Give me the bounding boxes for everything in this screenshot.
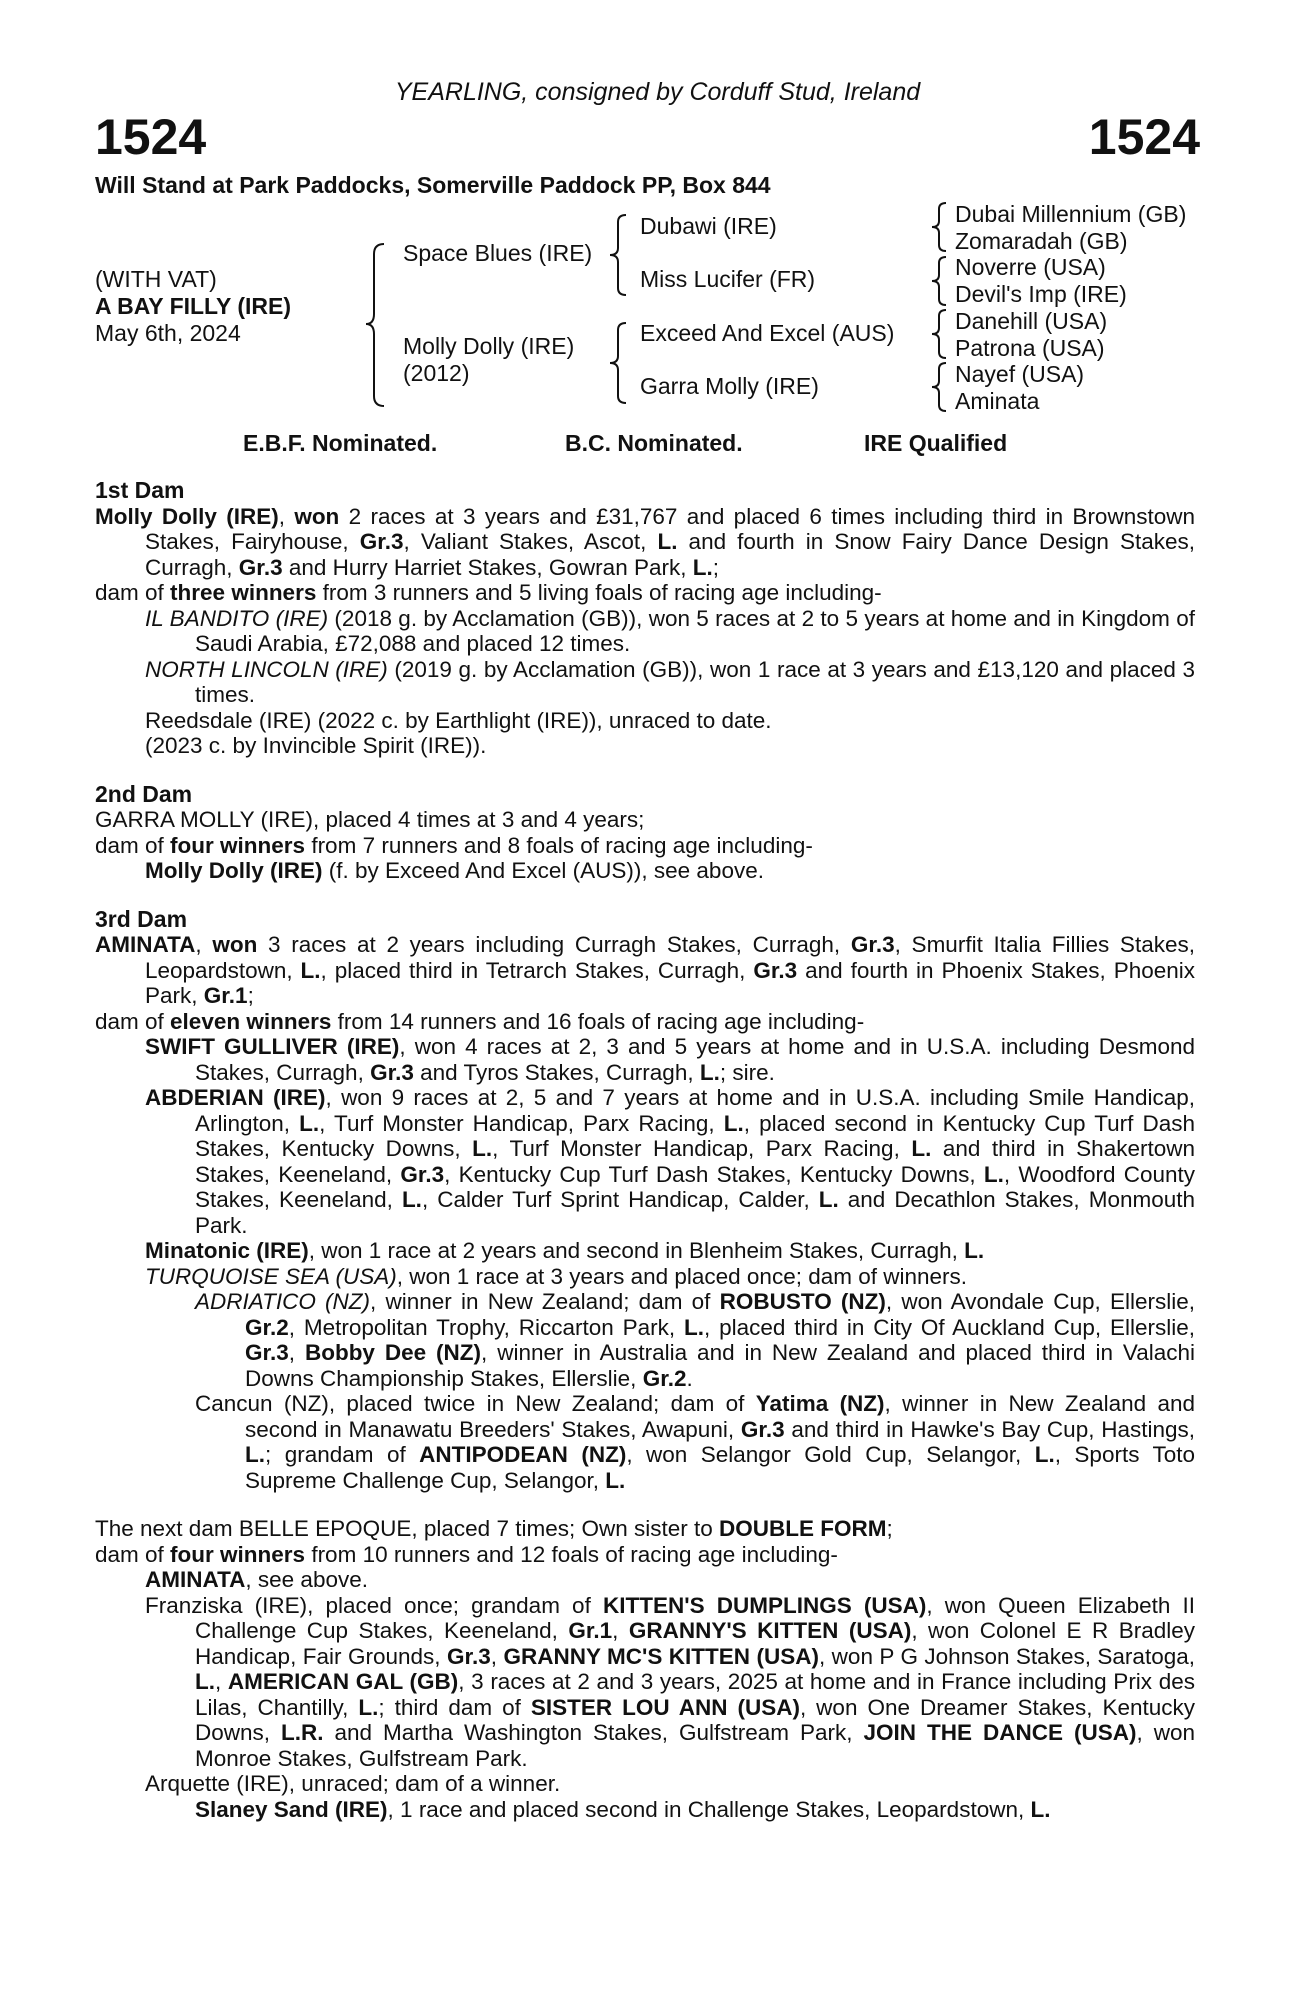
second-dam-heading: 2nd Dam xyxy=(95,780,193,807)
catalogue-body xyxy=(95,478,1195,1822)
dam1-produce: dam of three winners from 3 runners and 5 living foals of racing age including- xyxy=(95,580,882,605)
dam1-record: Molly Dolly (IRE), won 2 races at 3 years and £31,767 and placed 6 times including third in Brownstown Stakes, Fairyhouse, Gr.3, Valiant Stakes, Ascot, L. and fourth in Snow Fairy Dance Design Stakes, Curragh, Gr.3 and Hurry Harriet Stakes, Gowran Park, L.; xyxy=(95,503,1196,580)
dam3-record: AMINATA, won 3 races at 2 years including Curragh Stakes, Curragh, Gr.3, Smurfit Italia Fillies Stakes, Leopardstown, L., placed third in Tetrarch Stakes, Curragh, Gr.3 and fourth in Phoenix Stakes, Phoenix Park, Gr.1; xyxy=(95,932,1195,1008)
sire-dam: Miss Lucifer (FR) xyxy=(640,266,816,292)
bc-nominated: B.C. Nominated. xyxy=(565,430,743,456)
ss-brace xyxy=(926,200,952,254)
dam3-produce: dam of eleven winners from 14 runners and 16 foals of racing age including- xyxy=(95,1008,865,1034)
gen3-ddd: Aminata xyxy=(955,388,1040,414)
progeny-il-bandito: IL BANDITO (IRE) (2018 g. by Acclamation (GB)), won 5 races at 2 to 5 years at home and in Kingdom of Saudi Arabia, £72,088 and placed 12 times. xyxy=(145,605,1195,656)
gen3-dss: Danehill (USA) xyxy=(955,308,1108,334)
progeny-arquette: Arquette (IRE), unraced; dam of a winner. xyxy=(145,1771,561,1796)
progeny-aminata: AMINATA, see above. xyxy=(145,1567,368,1592)
sire-sire: Dubawi (IRE) xyxy=(640,213,777,239)
gen3-dsd: Patrona (USA) xyxy=(955,335,1105,361)
next-dam-produce: dam of four winners from 10 runners and 12 foals of racing age including- xyxy=(95,1541,838,1567)
consignor-line: YEARLING, consigned by Corduff Stud, Ireland xyxy=(394,78,921,106)
progeny-swift-gulliver: SWIFT GULLIVER (IRE), won 4 races at 2, 3 and 5 years at home and in U.S.A. including Desmond Stakes, Curragh, Gr.3 and Tyros Stakes, Curragh, L.; sire. xyxy=(145,1034,1196,1085)
progeny-abderian: ABDERIAN (IRE), won 9 races at 2, 5 and 7 years at home and in U.S.A. including Smile Handicap, Arlington, L., Turf Monster Handicap, Parx Racing, L., placed second in Kentucky Cup Turf Dash Stakes, Kentucky Downs, L., Turf Monster Handicap, Parx Racing, L. and third in Shakertown Stakes, Keeneland, Gr.3, Kentucky Cup Turf Dash Stakes, Kentucky Downs, L., Woodford County Stakes, Keeneland, L., Calder Turf Sprint Handicap, Calder, L. and Decathlon Stakes, Monmouth Park. xyxy=(145,1085,1196,1238)
main-brace xyxy=(360,240,390,410)
dam-year: (2012) xyxy=(403,360,470,386)
progeny-2023-colt: (2023 c. by Invincible Spirit (IRE)). xyxy=(145,733,487,758)
lot-number-right: 1524 xyxy=(1088,109,1200,165)
dam2-record: GARRA MOLLY (IRE), placed 4 times at 3 and 4 years; xyxy=(95,807,645,832)
progeny-franziska: Franziska (IRE), placed once; grandam of KITTEN'S DUMPLINGS (USA), won Queen Elizabeth II Challenge Cup Stakes, Keeneland, Gr.1, GRANNY'S KITTEN (USA), won Colonel E R Bradley Handicap, Fair Grounds, Gr.3, GRANNY MC'S KITTEN (USA), won P G Johnson Stakes, Saratoga, L., AMERICAN GAL (GB), 3 races at 2 and 3 years, 2025 at home and in France including Prix des Lilas, Chantilly, L.; third dam of SISTER LOU ANN (USA), won One Dreamer Stakes, Kentucky Downs, L.R. and Martha Washington Stakes, Gulfstream Park, JOIN THE DANCE (USA), won Monroe Stakes, Gulfstream Park. xyxy=(145,1592,1196,1771)
next-dam-record: The next dam BELLE EPOQUE, placed 7 times; Own sister to DOUBLE FORM; xyxy=(95,1516,893,1541)
lot-subject: A BAY FILLY (IRE) xyxy=(95,293,291,319)
dam2-progeny-molly-dolly: Molly Dolly (IRE) (f. by Exceed And Excel (AUS)), see above. xyxy=(145,858,764,883)
dam-brace xyxy=(604,320,632,406)
first-dam-heading: 1st Dam xyxy=(95,477,185,503)
lot-number-left: 1524 xyxy=(95,109,207,165)
gen3-dds: Nayef (USA) xyxy=(955,361,1085,387)
gen3-sds: Noverre (USA) xyxy=(955,254,1106,280)
dd-brace xyxy=(926,360,952,414)
gen3-sss: Dubai Millennium (GB) xyxy=(955,201,1187,227)
dam: Molly Dolly (IRE) xyxy=(403,333,575,359)
vat-note: (WITH VAT) xyxy=(95,266,217,292)
grandprogeny-cancun: Cancun (NZ), placed twice in New Zealand; dam of Yatima (NZ), winner in New Zealand and second in Manawatu Breeders' Stakes, Awapuni, Gr.3 and third in Hawke's Bay Cup, Hastings, L.; grandam of ANTIPODEAN (NZ), won Selangor Gold Cup, Selangor, L., Sports Toto Supreme Challenge Cup, Selangor, L. xyxy=(195,1391,1196,1493)
gen3-sdd: Devil's Imp (IRE) xyxy=(955,281,1127,307)
grandprogeny-slaney-sand: Slaney Sand (IRE), 1 race and placed second in Challenge Stakes, Leopardstown, L. xyxy=(195,1796,1051,1822)
sire-brace xyxy=(604,212,632,298)
progeny-turquoise-sea: TURQUOISE SEA (USA), won 1 race at 3 years and placed once; dam of winners. xyxy=(145,1263,968,1289)
progeny-minatonic: Minatonic (IRE), won 1 race at 2 years and second in Blenheim Stakes, Curragh, L. xyxy=(145,1238,985,1263)
gen3-ssd: Zomaradah (GB) xyxy=(955,228,1128,254)
stand-location: Will Stand at Park Paddocks, Somerville Paddock PP, Box 844 xyxy=(95,172,771,198)
sire: Space Blues (IRE) xyxy=(403,240,593,266)
ds-brace xyxy=(926,307,952,361)
sd-brace xyxy=(926,254,952,308)
third-dam-heading: 3rd Dam xyxy=(95,905,188,932)
progeny-north-lincoln: NORTH LINCOLN (IRE) (2019 g. by Acclamation (GB)), won 1 race at 3 years and £13,120 and placed 3 times. xyxy=(145,656,1195,707)
progeny-reedsdale: Reedsdale (IRE) (2022 c. by Earthlight (IRE)), unraced to date. xyxy=(145,707,772,733)
foaling-date: May 6th, 2024 xyxy=(95,320,241,346)
dam2-produce: dam of four winners from 7 runners and 8 foals of racing age including- xyxy=(95,832,813,858)
ebf-nominated: E.B.F. Nominated. xyxy=(243,430,438,456)
ire-qualified: IRE Qualified xyxy=(864,430,1008,456)
dam-dam: Garra Molly (IRE) xyxy=(640,373,819,399)
dam-sire: Exceed And Excel (AUS) xyxy=(640,320,895,346)
grandprogeny-adriatico: ADRIATICO (NZ), winner in New Zealand; dam of ROBUSTO (NZ), won Avondale Cup, Ellerslie, Gr.2, Metropolitan Trophy, Riccarton Park, L., placed third in City Of Auckland Cup, Ellerslie, Gr.3, Bobby Dee (NZ), winner in Australia and in New Zealand and placed third in Valachi Downs Championship Stakes, Ellerslie, Gr.2. xyxy=(195,1289,1196,1391)
